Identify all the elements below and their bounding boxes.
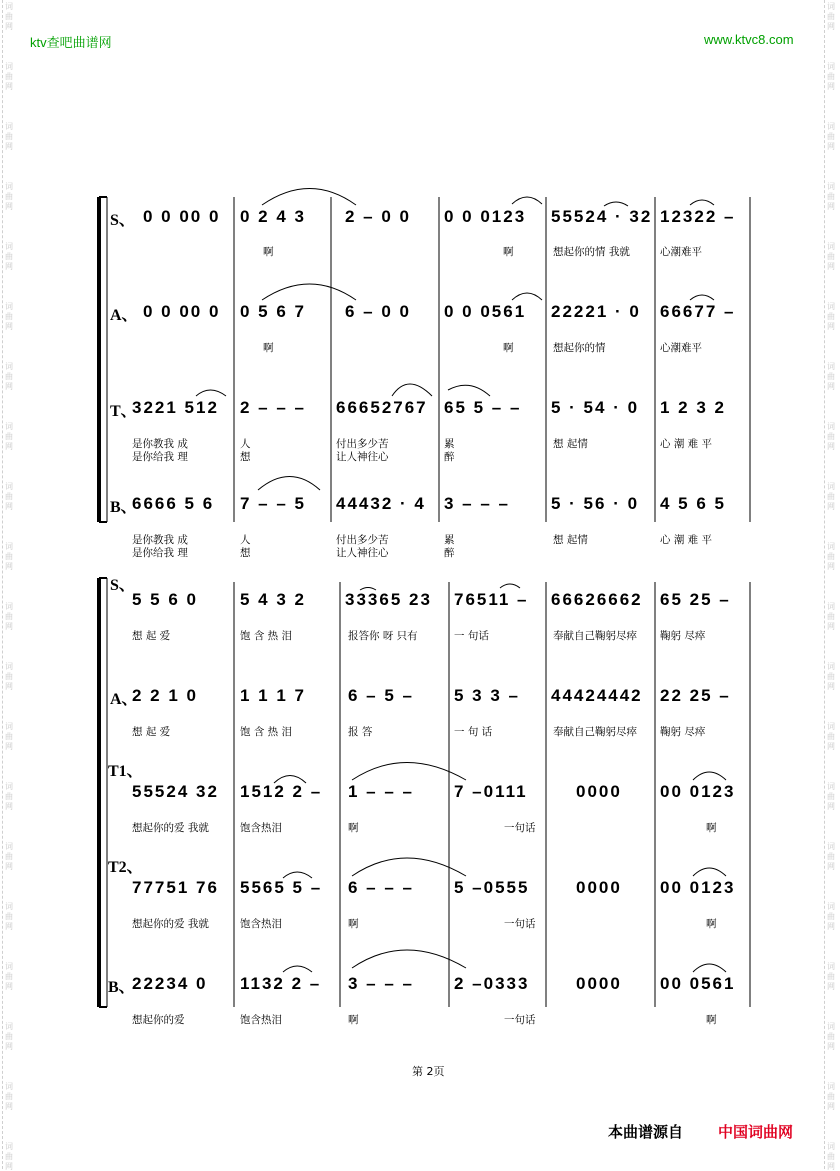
watermark-glyph: 曲 [5,612,13,621]
watermark-glyph: 词 [5,542,13,551]
s1-a-lyric3: 想起你的情 [553,342,606,354]
s2-a-m5: 44424442 [551,686,643,705]
watermark-glyph: 网 [5,82,13,91]
watermark-glyph: 词 [827,1022,835,1031]
s2-a-m1: 2 2 1 0 [132,686,198,705]
system1-bracket [99,197,107,522]
s1-s-m5: 55524 · 32 [551,207,653,226]
watermark-glyph: 曲 [827,912,835,921]
s1-b-m3: 44432 · 4 [336,494,426,513]
watermark-glyph: 网 [5,442,13,451]
watermark-glyph: 网 [5,622,13,631]
s2-t2-m1: 77751 76 [132,878,219,897]
watermark-glyph: 词 [827,422,835,431]
watermark-glyph: 词 [5,842,13,851]
s2-t1-m4: 7 –0111 [454,782,528,801]
watermark-glyph: 网 [5,1042,13,1051]
s1-b-lyric4a: 累 [444,534,455,546]
s1-s-m1: 0 0 00 0 [143,207,221,226]
watermark-glyph: 网 [827,922,835,931]
s1-b-lyric1b: 是你给我 理 [132,547,188,559]
watermark-glyph: 曲 [827,672,835,681]
watermark-glyph: 曲 [5,372,13,381]
watermark-glyph: 网 [827,202,835,211]
watermark-glyph: 网 [827,1162,835,1171]
watermark-glyph: 曲 [827,792,835,801]
s1-alto-label: A、 [110,307,138,324]
s2-s-m4: 76511 – [454,590,529,609]
watermark-glyph: 曲 [827,1032,835,1041]
source-prefix: 本曲谱源自 [608,1123,684,1141]
watermark-glyph: 词 [827,62,835,71]
s2-a-lyric6: 鞠躬 尽瘁 [660,726,706,738]
s2-t1-m6: 00 0123 [660,782,736,801]
s2-t1-m1: 55524 32 [132,782,219,801]
s2-b-lyric1: 想起你的爱 [132,1014,185,1026]
s1-b-lyric5a: 想 起情 [553,534,588,546]
watermark-glyph: 曲 [827,552,835,561]
watermark-glyph: 词 [827,542,835,551]
s2-a-m2: 1 1 1 7 [240,686,306,705]
s1-t-m1: 3221 512 [132,398,219,417]
s1-s-lyric4: 心潮难平 [660,246,702,258]
watermark-glyph: 曲 [827,252,835,261]
watermark-glyph: 词 [5,362,13,371]
watermark-glyph: 网 [5,202,13,211]
watermark-glyph: 词 [5,722,13,731]
watermark-glyph: 词 [5,422,13,431]
s1-s-m6: 12322 – [660,207,736,226]
s2-t2-lyric2: 饱含热泪 [240,918,282,930]
watermark-glyph: 网 [5,742,13,751]
watermark-glyph: 词 [5,782,13,791]
watermark-glyph: 网 [827,982,835,991]
s2-s-m6: 65 25 – [660,590,731,609]
watermark-glyph: 词 [827,2,835,11]
watermark-glyph: 网 [827,382,835,391]
watermark-glyph: 网 [5,502,13,511]
watermark-glyph: 网 [827,562,835,571]
s2-b-lyric3: 啊 [348,1014,359,1026]
s1-t-m5: 5 · 54 · 0 [551,398,640,417]
watermark-glyph: 词 [5,962,13,971]
s2-t1-lyric3: 啊 [348,822,359,834]
watermark-glyph: 词 [5,1022,13,1031]
s2-t2-lyric3: 啊 [348,918,359,930]
s2-s-lyric4: 一 句话 [454,630,489,642]
s1-s-lyric1: 啊 [263,246,274,258]
s2-t2-m6: 00 0123 [660,878,736,897]
watermark-glyph: 词 [5,242,13,251]
s2-a-m3: 6 – 5 – [348,686,414,705]
s1-b-lyric6a: 心 潮 难 平 [660,534,713,546]
s1-t-lyric5a: 想 起情 [553,438,588,450]
watermark-glyph: 曲 [827,72,835,81]
s2-tenor2-label: T2、 [108,859,143,876]
s1-a-m6: 66677 – [660,302,736,321]
watermark-glyph: 网 [5,862,13,871]
s2-b-lyric5: 啊 [706,1014,717,1026]
s1-b-lyric3a: 付出多少苦 [336,534,389,546]
s1-t-m4: 65 5 – – [444,398,522,417]
s1-t-lyric4a: 累 [444,438,455,450]
s2-s-m3: 33365 23 [345,590,432,609]
watermark-glyph: 网 [827,262,835,271]
watermark-glyph: 曲 [827,612,835,621]
s2-b-m3: 3 – – – [348,974,414,993]
s1-a-m2: 0 5 6 7 [240,302,306,321]
s1-t-lyric3b: 让人神往心 [336,451,389,463]
s1-tenor-label: T、 [110,403,137,420]
s2-b-lyric4: 一句话 [504,1014,536,1026]
s1-b-lyric4b: 醉 [444,547,455,559]
watermark-glyph: 网 [5,1102,13,1111]
watermark-glyph: 网 [827,622,835,631]
s2-t2-m5: 0000 [576,878,622,897]
watermark-glyph: 网 [827,82,835,91]
s1-b-lyric2a: 人 [240,534,251,546]
s1-a-lyric1: 啊 [263,342,274,354]
watermark-glyph: 曲 [827,732,835,741]
watermark-glyph: 曲 [5,672,13,681]
s2-a-lyric5: 奉献自己鞠躬尽瘁 [553,726,637,738]
s2-t1-lyric1: 想起你的爱 我就 [132,822,209,834]
watermark-glyph: 曲 [5,312,13,321]
s2-t2-lyric5: 啊 [706,918,717,930]
watermark-glyph: 网 [5,262,13,271]
s2-a-lyric2: 饱 含 热 泪 [240,726,293,738]
watermark-glyph: 曲 [5,732,13,741]
s1-b-lyric2b: 想 [240,547,251,559]
s2-t2-lyric4: 一句话 [504,918,536,930]
s1-t-m3: 66652767 [336,398,428,417]
watermark-glyph: 词 [5,302,13,311]
watermark-glyph: 词 [827,362,835,371]
watermark-glyph: 曲 [5,252,13,261]
s1-t-m2: 2 – – – [240,398,306,417]
s2-b-m4: 2 –0333 [454,974,530,993]
watermark-glyph: 曲 [827,12,835,21]
s1-b-m4: 3 – – – [444,494,510,513]
watermark-glyph: 曲 [827,432,835,441]
watermark-glyph: 网 [827,1102,835,1111]
watermark-glyph: 网 [827,22,835,31]
s2-s-lyric6: 鞠躬 尽瘁 [660,630,706,642]
watermark-glyph: 网 [827,682,835,691]
s2-t1-m3: 1 – – – [348,782,414,801]
watermark-glyph: 网 [5,22,13,31]
watermark-glyph: 网 [5,1162,13,1171]
watermark-glyph: 词 [5,662,13,671]
watermark-glyph: 网 [827,862,835,871]
s2-s-lyric1: 想 起 爱 [132,630,171,642]
s2-b-m6: 00 0561 [660,974,736,993]
watermark-glyph: 词 [827,602,835,611]
watermark-glyph: 曲 [5,972,13,981]
s1-t-lyric6a: 心 潮 难 平 [660,438,713,450]
site-url-right[interactable]: www.ktvc8.com [704,32,794,47]
watermark-glyph: 曲 [5,552,13,561]
s2-a-lyric3: 报 答 [348,726,373,738]
s2-s-m1: 5 5 6 0 [132,590,198,609]
s1-a-m1: 0 0 00 0 [143,302,221,321]
watermark-glyph: 词 [5,2,13,11]
watermark-glyph: 曲 [5,912,13,921]
watermark-glyph: 曲 [5,1092,13,1101]
watermark-glyph: 曲 [827,312,835,321]
source-site-link[interactable]: 中国词曲网 [718,1123,794,1141]
watermark-glyph: 网 [5,142,13,151]
s2-t2-m4: 5 –0555 [454,878,530,897]
s2-t2-lyric1: 想起你的爱 我就 [132,918,209,930]
watermark-glyph: 词 [827,1082,835,1091]
s2-s-m5: 66626662 [551,590,643,609]
watermark-glyph: 网 [5,922,13,931]
s2-t1-lyric2: 饱含热泪 [240,822,282,834]
s2-alto-label: A、 [110,691,138,708]
s1-s-lyric3: 想起你的情 我就 [553,246,630,258]
s1-s-m2: 0 2 4 3 [240,207,306,226]
watermark-glyph: 词 [5,1142,13,1151]
s2-b-m2: 1132 2 – [240,974,322,993]
watermark-glyph: 词 [5,902,13,911]
watermark-glyph: 词 [5,482,13,491]
s2-b-m1: 22234 0 [132,974,208,993]
watermark-glyph: 曲 [5,132,13,141]
watermark-glyph: 词 [827,782,835,791]
watermark-glyph: 曲 [5,852,13,861]
page-number: 第 2页 [412,1065,445,1078]
s2-s-lyric5: 奉献自己鞠躬尽瘁 [553,630,637,642]
s1-t-lyric4b: 醉 [444,451,455,463]
watermark-glyph: 网 [5,382,13,391]
watermark-glyph: 曲 [5,192,13,201]
watermark-glyph: 网 [5,562,13,571]
s2-b-m5: 0000 [576,974,622,993]
s1-t-lyric1b: 是你给我 理 [132,451,188,463]
watermark-glyph: 词 [827,662,835,671]
s2-s-lyric2: 饱 含 热 泪 [240,630,293,642]
watermark-glyph: 曲 [5,432,13,441]
s1-a-lyric2: 啊 [503,342,514,354]
watermark-glyph: 词 [827,482,835,491]
s1-soprano-label: S、 [110,212,135,229]
s1-a-m4: 0 0 0561 [444,302,527,321]
s2-s-lyric3: 报答你 呀 只有 [348,630,418,642]
watermark-glyph: 网 [5,322,13,331]
s1-a-lyric4: 心潮难平 [660,342,702,354]
watermark-glyph: 词 [827,182,835,191]
s2-soprano-label: S、 [110,577,135,594]
s2-t2-m2: 5565 5 – [240,878,323,897]
watermark-glyph: 词 [5,602,13,611]
s1-bass-label: B、 [110,499,137,516]
watermark-glyph: 网 [5,682,13,691]
watermark-glyph: 网 [827,742,835,751]
s2-a-m4: 5 3 3 – [454,686,520,705]
watermark-glyph: 曲 [827,192,835,201]
watermark-glyph: 曲 [827,492,835,501]
watermark-glyph: 网 [5,982,13,991]
watermark-glyph: 词 [827,1142,835,1151]
s1-t-lyric3a: 付出多少苦 [336,438,389,450]
s2-b-lyric2: 饱含热泪 [240,1014,282,1026]
watermark-glyph: 曲 [827,372,835,381]
s2-a-lyric4: 一 句 话 [454,726,493,738]
watermark-glyph: 曲 [5,792,13,801]
s1-b-m2: 7 – – 5 [240,494,306,513]
watermark-glyph: 网 [827,442,835,451]
watermark-glyph: 网 [827,322,835,331]
s1-s-lyric2: 啊 [503,246,514,258]
watermark-glyph: 曲 [827,852,835,861]
watermark-glyph: 网 [827,802,835,811]
s1-b-m5: 5 · 56 · 0 [551,494,640,513]
s1-a-m5: 22221 · 0 [551,302,641,321]
s2-t2-m3: 6 – – – [348,878,414,897]
s2-s-m2: 5 4 3 2 [240,590,306,609]
watermark-glyph: 曲 [5,1152,13,1161]
s2-tenor1-label: T1、 [108,763,143,780]
watermark-glyph: 曲 [827,1092,835,1101]
s2-t1-lyric4: 一句话 [504,822,536,834]
watermark-glyph: 词 [5,122,13,131]
s1-t-lyric2a: 人 [240,438,251,450]
watermark-glyph: 网 [5,802,13,811]
watermark-glyph: 曲 [827,132,835,141]
watermark-glyph: 词 [827,242,835,251]
s1-b-m1: 6666 5 6 [132,494,215,513]
watermark-glyph: 词 [827,902,835,911]
watermark-glyph: 网 [827,1042,835,1051]
s1-b-m6: 4 5 6 5 [660,494,726,513]
s1-b-lyric1a: 是你教我 成 [132,534,188,546]
s1-a-m3: 6 – 0 0 [345,302,411,321]
watermark-glyph: 曲 [5,72,13,81]
s2-a-m6: 22 25 – [660,686,731,705]
watermark-glyph: 词 [827,842,835,851]
watermark-glyph: 词 [5,1082,13,1091]
watermark-glyph: 词 [5,182,13,191]
watermark-glyph: 词 [5,62,13,71]
s2-t1-m5: 0000 [576,782,622,801]
watermark-glyph: 曲 [827,972,835,981]
site-name-left[interactable]: ktv查吧曲谱网 [30,35,112,50]
s1-t-m6: 1 2 3 2 [660,398,726,417]
s2-t1-lyric5: 啊 [706,822,717,834]
s2-bass-label: B、 [108,979,135,996]
s1-t-lyric1a: 是你教我 成 [132,438,188,450]
watermark-glyph: 曲 [5,1032,13,1041]
s2-t1-m2: 1512 2 – [240,782,323,801]
watermark-glyph: 词 [827,722,835,731]
watermark-glyph: 词 [827,962,835,971]
watermark-glyph: 曲 [5,492,13,501]
watermark-glyph: 曲 [5,12,13,21]
watermark-glyph: 词 [827,122,835,131]
system2-bracket [99,578,107,1007]
s1-t-lyric2b: 想 [240,451,251,463]
watermark-glyph: 网 [827,502,835,511]
watermark-glyph: 词 [827,302,835,311]
s1-s-m4: 0 0 0123 [444,207,527,226]
s1-b-lyric3b: 让人神往心 [336,547,389,559]
watermark-glyph: 网 [827,142,835,151]
s1-s-m3: 2 – 0 0 [345,207,411,226]
s2-a-lyric1: 想 起 爱 [132,726,171,738]
watermark-glyph: 曲 [827,1152,835,1161]
